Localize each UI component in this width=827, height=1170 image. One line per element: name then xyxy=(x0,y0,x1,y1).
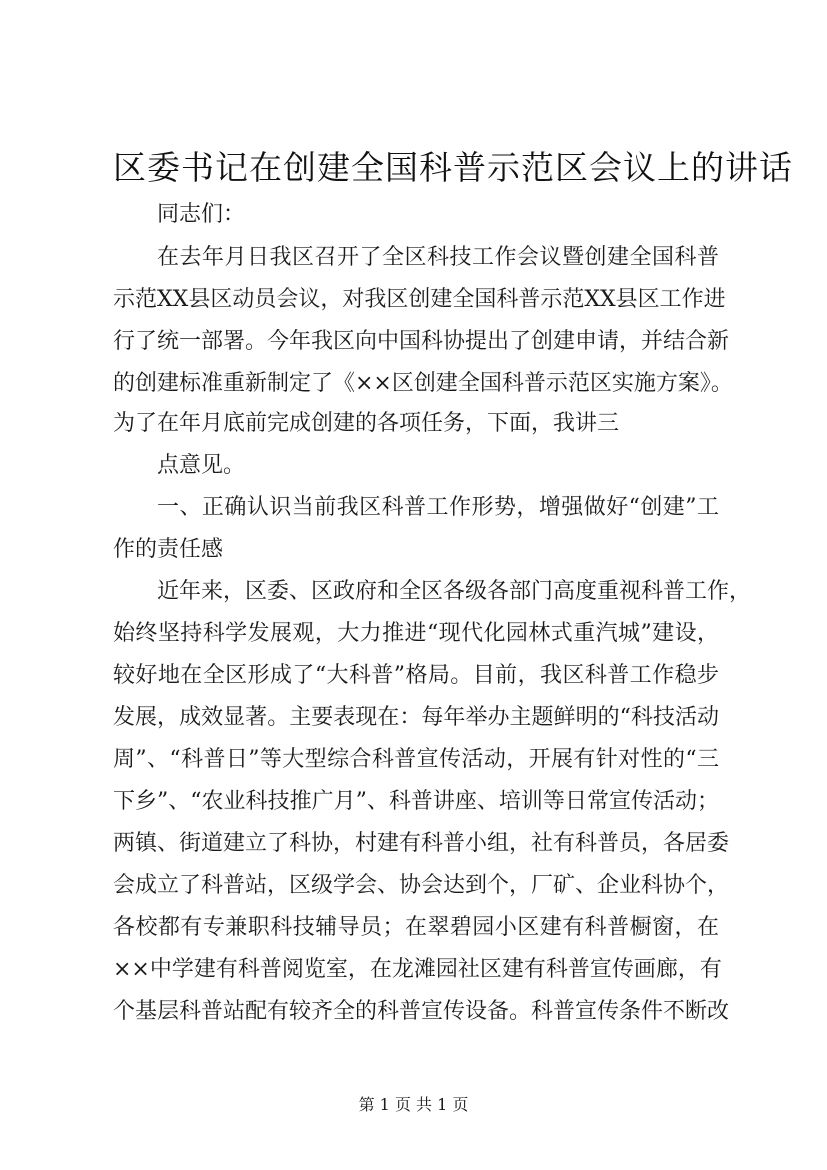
section-heading-line: 作的责任感 xyxy=(113,537,224,562)
body-line: 行了统一部署。今年我区向中国科协提出了创建申请，并结合新 xyxy=(113,329,730,354)
body-line: ××中学建有科普阅览室，在龙滩园社区建有科普宣传画廊，有 xyxy=(113,957,722,982)
salutation-line: 同志们： xyxy=(157,202,246,227)
body-line: 较好地在全区形成了“大科普”格局。目前，我区科普工作稳步 xyxy=(113,663,719,688)
body-line: 在去年月日我区召开了全区科技工作会议暨创建全国科普 xyxy=(157,245,719,270)
body-line: 的创建标准重新制定了《××区创建全国科普示范区实施方案》。 xyxy=(113,371,733,396)
body-line: 为了在年月底前完成创建的各项任务，下面，我讲三 xyxy=(113,411,620,436)
body-line: 会成立了科普站，区级学会、协会达到个，厂矿、企业科协个， xyxy=(113,873,730,898)
body-line: 周”、“科普日”等大型综合科普宣传活动，开展有针对性的“三 xyxy=(113,747,719,772)
body-line: 示范XX县区动员会议，对我区创建全国科普示范XX县区工作进 xyxy=(113,287,726,312)
page-number-footer: 第 1 页 共 1 页 xyxy=(358,1095,469,1114)
body-line: 个基层科普站配有较齐全的科普宣传设备。科普宣传条件不断改 xyxy=(113,999,730,1024)
body-line: 发展，成效显著。主要表现在：每年举办主题鲜明的“科技活动 xyxy=(113,705,719,730)
body-line: 两镇、街道建立了科协，村建有科普小组，社有科普员，各居委 xyxy=(113,831,730,856)
body-line: 近年来，区委、区政府和全区各级各部门高度重视科普工作， xyxy=(157,579,752,604)
body-line: 各校都有专兼职科技辅导员；在翠碧园小区建有科普橱窗，在 xyxy=(113,915,719,940)
body-line: 点意见。 xyxy=(157,453,246,478)
body-line: 始终坚持科学发展观，大力推进“现代化园林式重汽城”建设， xyxy=(113,621,719,646)
body-line: 下乡”、“农业科技推广月”、科普讲座、培训等日常宣传活动； xyxy=(113,789,719,814)
document-title: 区委书记在创建全国科普示范区会议上的讲话 xyxy=(113,148,793,187)
section-heading-line: 一、正确认识当前我区科普工作形势，增强做好“创建”工 xyxy=(157,495,719,520)
